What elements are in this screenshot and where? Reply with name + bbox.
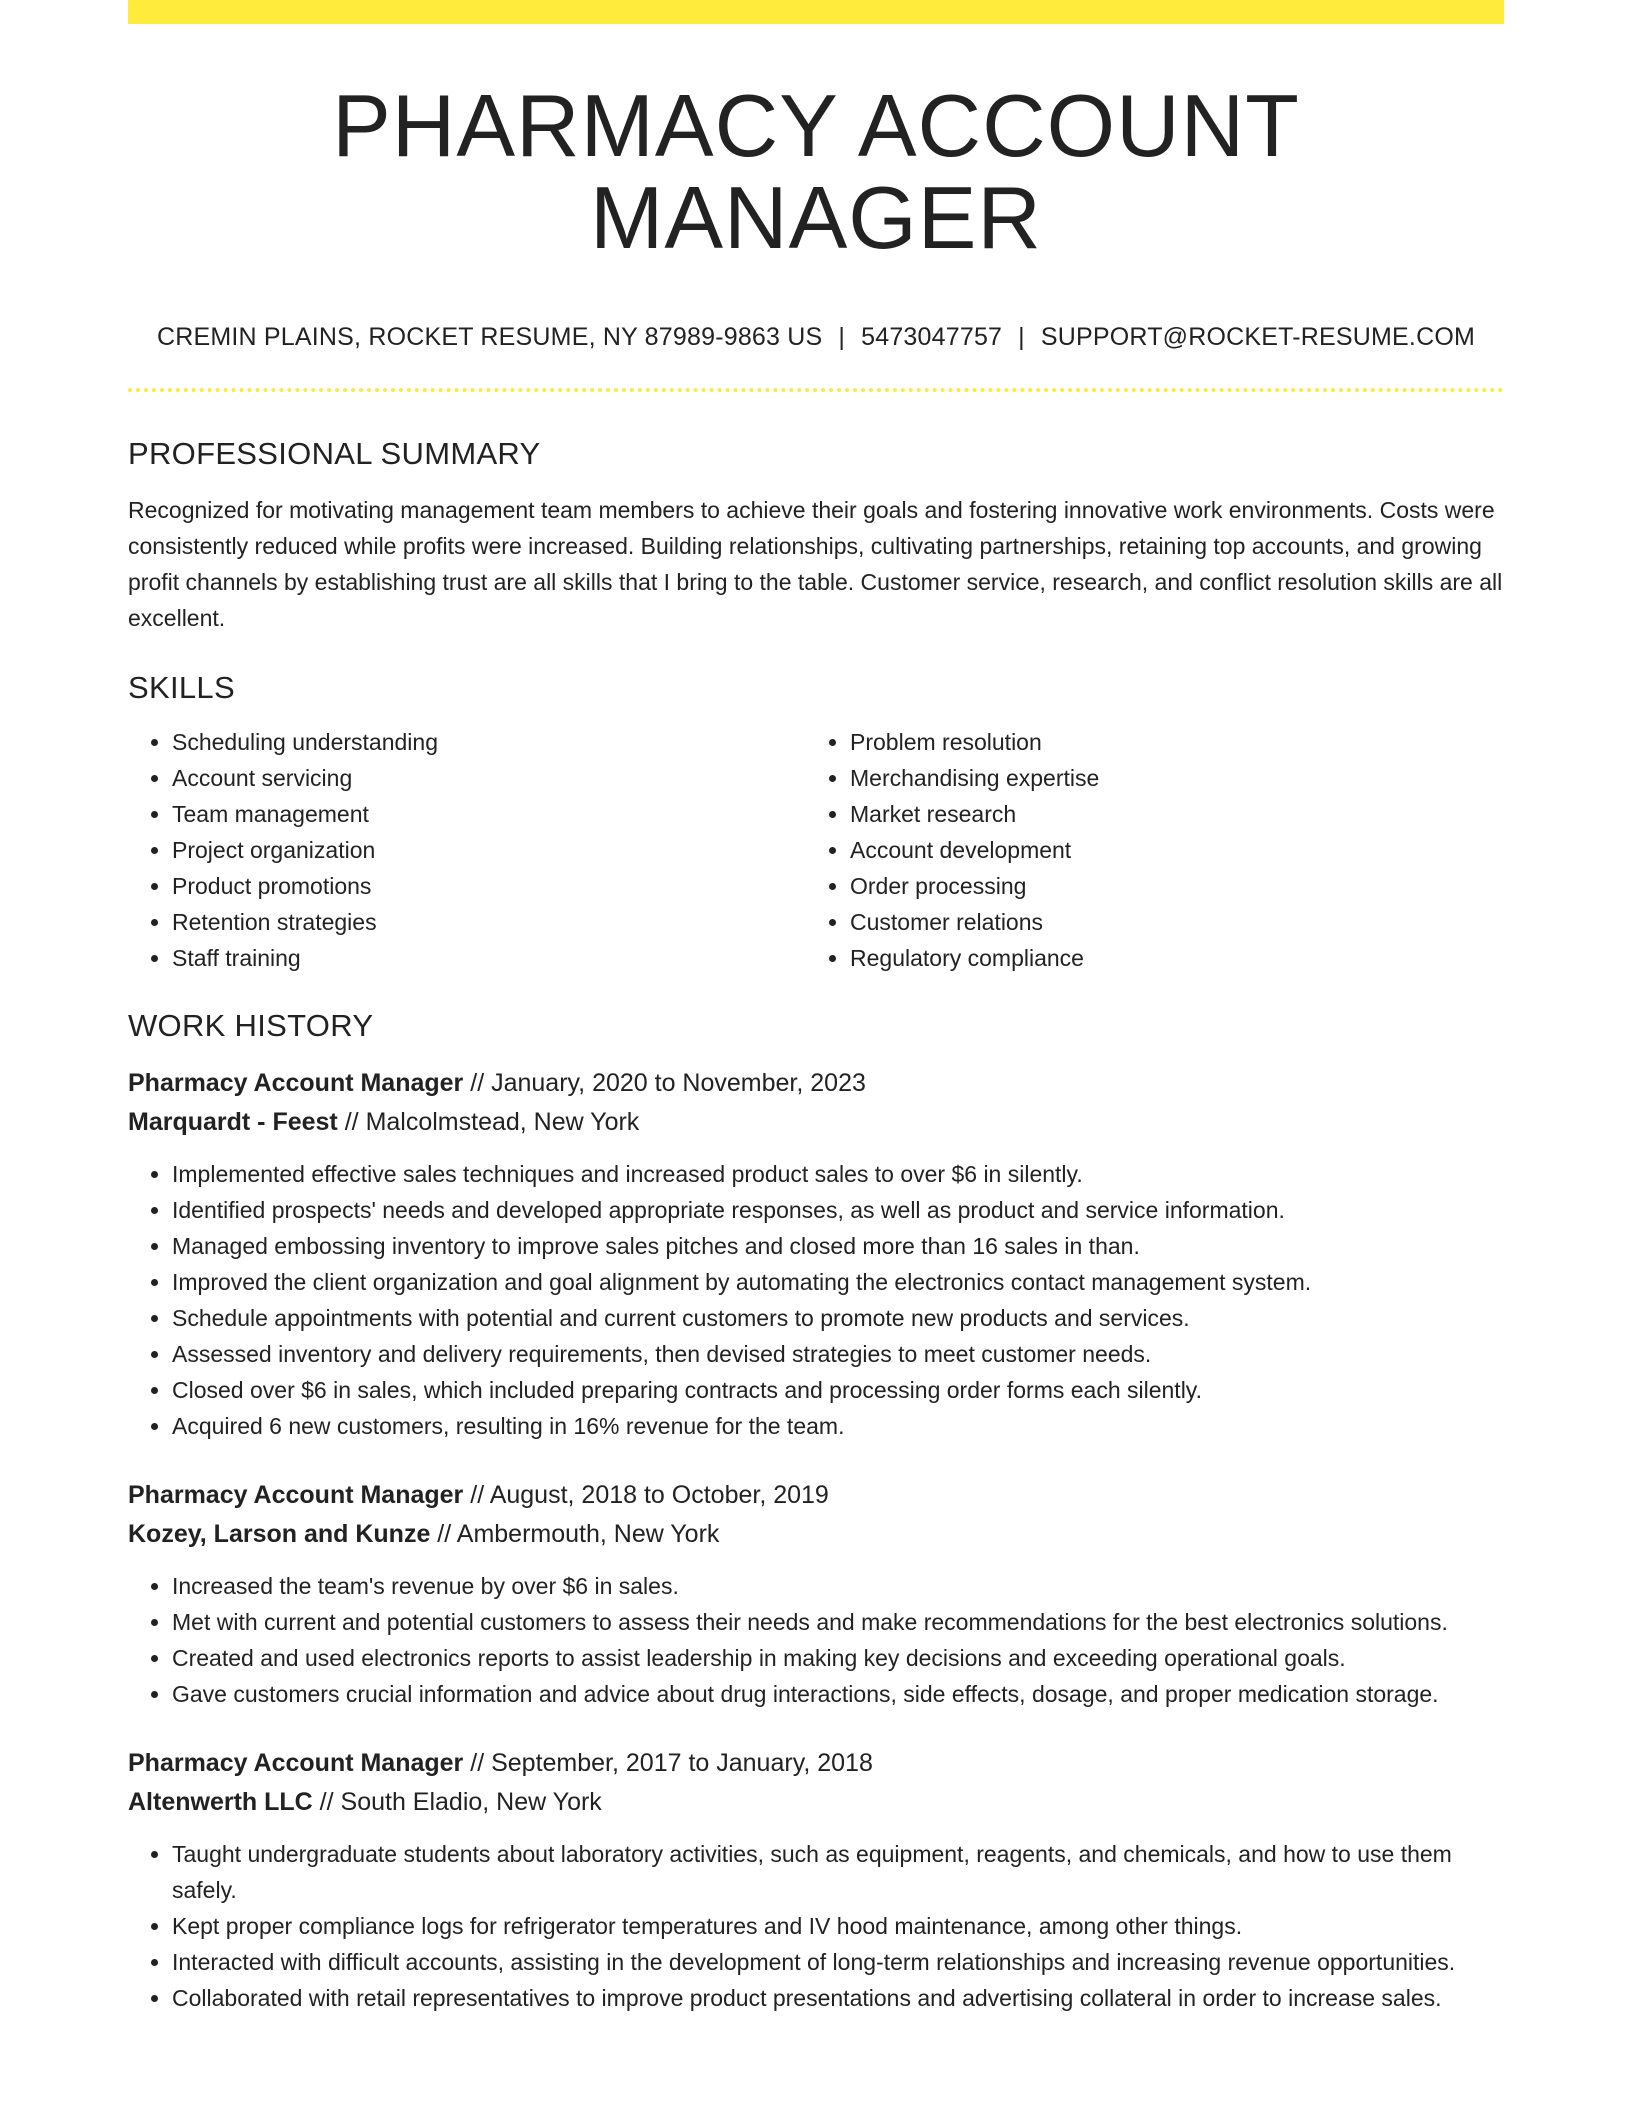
skills-column-left — [128, 724, 806, 976]
job-separator: // — [463, 1068, 492, 1097]
job-title: Pharmacy Account Manager — [128, 1480, 464, 1509]
skill-item: • Market research — [850, 796, 1484, 832]
job-location: South Eladio, New York — [340, 1787, 602, 1816]
resume-page — [128, 0, 1504, 2016]
skills-list — [128, 724, 1504, 976]
job-company-line — [128, 1103, 1504, 1142]
job-title: Pharmacy Account Manager — [128, 1748, 464, 1777]
job-bullet: • Acquired 6 new customers, resulting in 16% revenue for the team. — [172, 1408, 1504, 1444]
job-separator: // — [463, 1480, 490, 1509]
contact-separator: | — [838, 322, 846, 351]
job-title-line — [128, 1064, 1504, 1103]
work-history-heading: WORK HISTORY — [128, 1007, 374, 1043]
job-entry — [128, 1744, 1504, 2016]
job-bullet: • Interacted with difficult accounts, assisting in the development of long-term relationships and increasing revenue opportunities. — [172, 1944, 1504, 1980]
job-bullet: • Taught undergraduate students about laboratory activities, such as equipment, reagents, and chemicals, and how to use them safely. — [172, 1836, 1504, 1908]
skill-item: • Scheduling understanding — [172, 724, 806, 760]
job-dates: August, 2018 to October, 2019 — [489, 1480, 829, 1509]
skill-item: • Retention strategies — [172, 904, 806, 940]
skills-column-right — [806, 724, 1484, 976]
contact-separator: | — [1018, 322, 1025, 351]
skill-item: • Staff training — [172, 940, 806, 976]
job-bullet: • Kept proper compliance logs for refrigerator temperatures and IV hood maintenance, among other things. — [172, 1908, 1504, 1944]
job-title-line — [128, 1476, 1504, 1515]
skill-item: • Problem resolution — [850, 724, 1484, 760]
job-bullets — [128, 1156, 1504, 1444]
contact-email: SUPPORT@ROCKET-RESUME.COM — [1040, 322, 1476, 351]
job-separator: // — [312, 1787, 341, 1816]
contact-line — [128, 323, 1504, 352]
job-bullet: • Increased the team's revenue by over $6 in sales. — [172, 1568, 1504, 1604]
job-company-line — [128, 1515, 1504, 1554]
job-bullet: • Managed embossing inventory to improve sales pitches and closed more than 16 sales in than. — [172, 1228, 1504, 1264]
job-bullet: • Collaborated with retail representatives to improve product presentations and advertising collateral in order to increase sales. — [172, 1980, 1504, 2016]
job-separator: // — [430, 1519, 457, 1548]
top-accent-bar — [128, 0, 1504, 24]
job-dates: September, 2017 to January, 2018 — [491, 1748, 873, 1777]
job-bullet: • Implemented effective sales techniques and increased product sales to over $6 in silently. — [172, 1156, 1504, 1192]
job-company: Kozey, Larson and Kunze — [128, 1519, 431, 1548]
job-dates: January, 2020 to November, 2023 — [491, 1068, 866, 1097]
skill-item: • Account development — [850, 832, 1484, 868]
skills-heading: SKILLS — [128, 669, 235, 705]
job-company: Altenwerth LLC — [128, 1787, 313, 1816]
job-separator: // — [337, 1107, 366, 1136]
job-bullet: • Identified prospects' needs and developed appropriate responses, as well as product and service information. — [172, 1192, 1504, 1228]
job-entry — [128, 1064, 1504, 1444]
skill-item: • Team management — [172, 796, 806, 832]
job-bullet: • Closed over $6 in sales, which included preparing contracts and processing order forms each silently. — [172, 1372, 1504, 1408]
job-bullets — [128, 1568, 1504, 1712]
skill-item: • Customer relations — [850, 904, 1484, 940]
job-bullets — [128, 1836, 1504, 2016]
summary-text: Recognized for motivating management team members to achieve their goals and fostering innovative work environments. Costs were consistently reduced while profits were increased. Building relationships, cultivating partnerships, retaining top accounts, and growing profit channels by establishing trust are all skills that I bring to the table. Customer service, research, and conflict resolution skills are all excellent. — [128, 496, 1503, 631]
job-location: Ambermouth, New York — [456, 1519, 720, 1548]
contact-address: CREMIN PLAINS, ROCKET RESUME, NY 87989-9863 US — [156, 322, 823, 351]
job-entry — [128, 1476, 1504, 1712]
skill-item: • Project organization — [172, 832, 806, 868]
job-bullet: • Gave customers crucial information and advice about drug interactions, side effects, dosage, and proper medication storage. — [172, 1676, 1504, 1712]
work-history-list — [128, 1064, 1504, 2016]
job-bullet: • Created and used electronics reports to assist leadership in making key decisions and exceeding operational goals. — [172, 1640, 1504, 1676]
job-separator: // — [463, 1748, 492, 1777]
job-bullet: • Met with current and potential customers to assess their needs and make recommendations for the best electronics solutions. — [172, 1604, 1504, 1640]
dotted-divider — [128, 388, 1504, 392]
contact-phone: 5473047757 — [861, 322, 1003, 351]
job-title-line — [128, 1744, 1504, 1783]
skill-item: • Account servicing — [172, 760, 806, 796]
job-location: Malcolmstead, New York — [365, 1107, 640, 1136]
job-title: Pharmacy Account Manager — [128, 1068, 464, 1097]
job-bullet: • Schedule appointments with potential and current customers to promote new products and services. — [172, 1300, 1504, 1336]
candidate-name: PHARMACY ACCOUNT MANAGER — [332, 76, 1300, 268]
job-company: Marquardt - Feest — [128, 1107, 338, 1136]
skill-item: • Merchandising expertise — [850, 760, 1484, 796]
job-bullet: • Assessed inventory and delivery requirements, then devised strategies to meet customer needs. — [172, 1336, 1504, 1372]
skill-item: • Product promotions — [172, 868, 806, 904]
summary-heading: PROFESSIONAL SUMMARY — [128, 435, 541, 471]
job-company-line — [128, 1783, 1504, 1822]
job-bullet: • Improved the client organization and goal alignment by automating the electronics contact management system. — [172, 1264, 1504, 1300]
skill-item: • Regulatory compliance — [850, 940, 1484, 976]
skill-item: • Order processing — [850, 868, 1484, 904]
